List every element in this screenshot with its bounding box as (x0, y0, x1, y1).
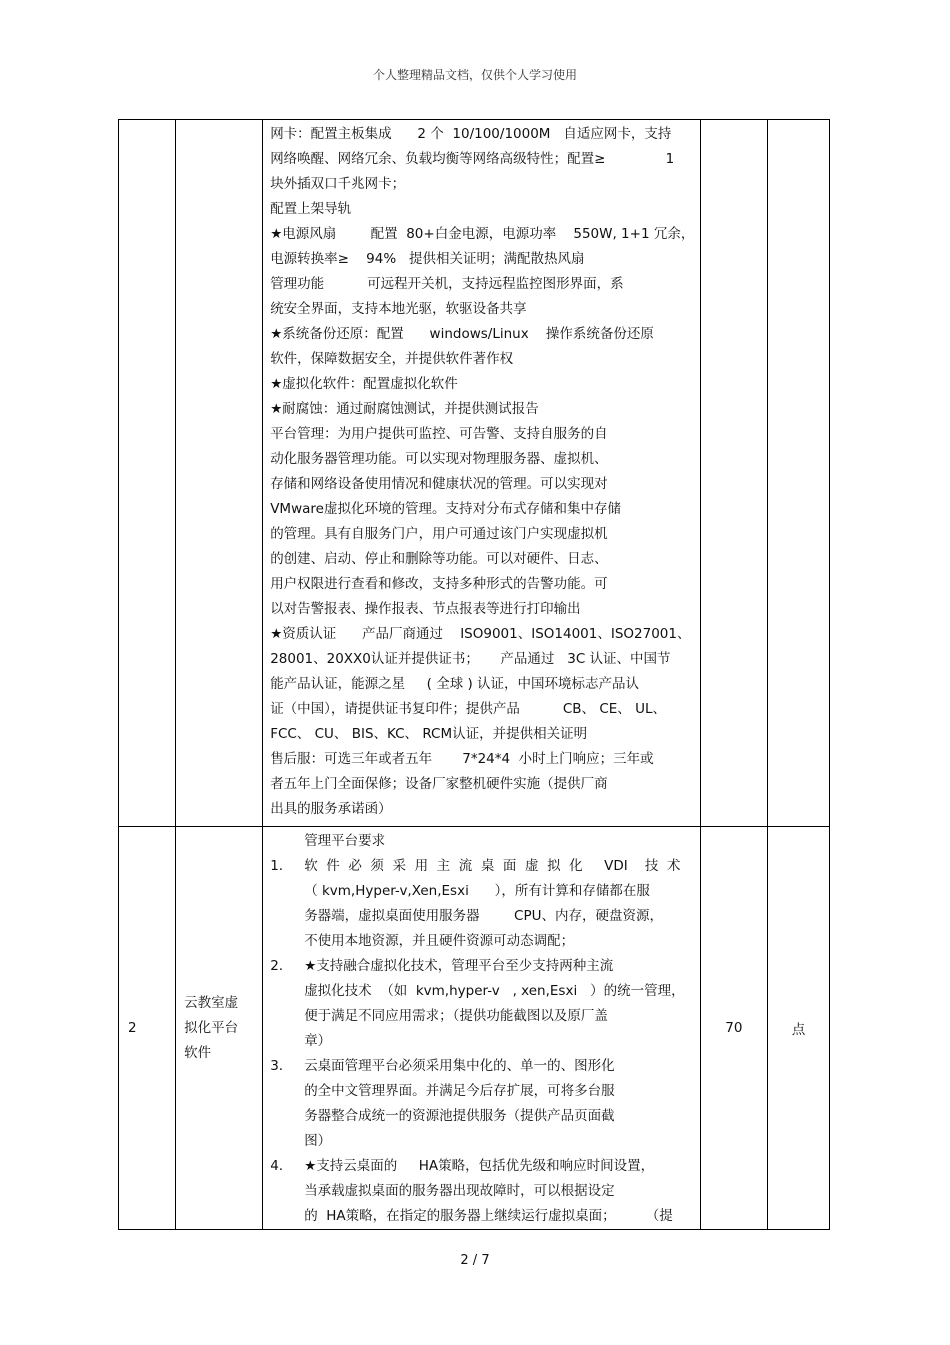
row1-spec-cell (263, 120, 701, 827)
spec-line: 以对告警报表、操作报表、节点报表等进行打印输出 (270, 601, 581, 617)
spec-line: 统安全界面，支持本地光驱，软驱设备共享 (270, 301, 527, 317)
row2-unit: 点 (767, 827, 829, 1230)
row1-name-cell (176, 120, 263, 827)
list-item-line: 虚拟化技术 （如 kvm,hyper-v , xen,Esxi ）的统一管理， (304, 983, 685, 999)
list-item-line: 章） (304, 1033, 332, 1049)
list-item-number: 2. (270, 958, 284, 974)
list-item-line: （ kvm,Hyper-v,Xen,Esxi ），所有计算和存储都在服 (304, 883, 650, 899)
row2-requirements-cell (263, 827, 701, 1230)
spec-line: 者五年上门全面保修；设备厂家整机硬件实施（提供厂商 (270, 776, 608, 792)
list-item (270, 854, 700, 954)
list-item-number: 4. (270, 1158, 284, 1174)
table-row (119, 120, 830, 827)
list-item-number: 3. (270, 1058, 284, 1074)
row2-product-name-text: 云教室虚拟化平台软件 (184, 994, 239, 1061)
spec-line: ★资质认证 产品厂商通过 ISO9001、ISO14001、ISO27001、 (270, 626, 691, 642)
spec-line: 存储和网络设备使用情况和健康状况的管理。可以实现对 (270, 476, 608, 492)
spec-line: 网络唤醒、网络冗余、负载均衡等网络高级特性；配置≥ 1 (270, 151, 675, 167)
requirements-list (270, 854, 700, 1229)
spec-table (118, 119, 830, 1230)
spec-line: 用户权限进行查看和修改，支持多种形式的告警功能。可 (270, 576, 608, 592)
list-item-line: 云桌面管理平台必须采用集中化的、单一的、图形化 (304, 1058, 615, 1074)
list-item-line: 图） (304, 1133, 332, 1149)
list-item-line: 不使用本地资源，并且硬件资源可动态调配； (304, 933, 575, 949)
spec-line: 的创建、启动、停止和删除等功能。可以对硬件、日志、 (270, 551, 608, 567)
spec-line: 能产品认证，能源之星 ( 全球 ) 认证，中国环境标志产品认 (270, 676, 640, 692)
spec-line: 出具的服务承诺函） (270, 801, 392, 817)
spec-line: 管理功能 可远程开关机，支持远程监控图形界面，系 (270, 276, 624, 292)
list-item-line: 务器整合成统一的资源池提供服务（提供产品页面截 (304, 1108, 615, 1124)
spec-line: VMware虚拟化环境的管理。支持对分布式存储和集中存储 (270, 501, 621, 517)
list-item-number: 1. (270, 858, 284, 874)
list-item-line: 的全中文管理界面。并满足今后存扩展，可将多台服 (304, 1083, 615, 1099)
requirements-title: 管理平台要求 (304, 833, 386, 849)
spec-line: FCC、 CU、 BIS、KC、 RCM认证，并提供相关证明 (270, 726, 588, 742)
list-item-line: 便于满足不同应用需求；（提供功能截图以及原厂盖 (304, 1008, 608, 1024)
spec-line: 28001、20XX0认证并提供证书； 产品通过 3C 认证、中国节 (270, 651, 671, 667)
list-item (270, 1054, 700, 1154)
row1-number-cell (119, 120, 176, 827)
row2-quantity: 70 (700, 827, 767, 1230)
page-header-note: 个人整理精品文档，仅供个人学习使用 (372, 68, 577, 82)
row1-unit-cell (767, 120, 829, 827)
list-item-line: ★支持云桌面的 HA策略，包括优先级和响应时间设置， (304, 1158, 655, 1174)
spec-line: 网卡：配置主板集成 2 个 10/100/1000M 自适应网卡，支持 (270, 126, 672, 142)
row2-number: 2 (119, 827, 176, 1230)
spec-line: 块外插双口千兆网卡； (270, 176, 406, 192)
spec-line: 平台管理：为用户提供可监控、可告警、支持自服务的自 (270, 426, 608, 442)
spec-line: 软件，保障数据安全，并提供软件著作权 (270, 351, 514, 367)
table-row (119, 827, 830, 1230)
list-item-line: 软 件 必 须 采 用 主 流 桌 面 虚 拟 化 VDI 技 术 (304, 858, 681, 874)
spec-line: ★耐腐蚀：通过耐腐蚀测试，并提供测试报告 (270, 401, 539, 417)
spec-line: 配置上架导轨 (270, 201, 352, 217)
spec-line: ★虚拟化软件：配置虚拟化软件 (270, 376, 458, 392)
spec-line: 售后服：可选三年或者五年 7*24*4 小时上门响应；三年或 (270, 751, 654, 767)
list-item-line: 务器端，虚拟桌面使用服务器 CPU、内存，硬盘资源， (304, 908, 663, 924)
row1-spec-text (263, 120, 700, 826)
row2-product-name (176, 827, 263, 1230)
page-number: 2 / 7 (460, 1253, 490, 1268)
spec-line: 电源转换率≥ 94% 提供相关证明；满配散热风扇 (270, 251, 585, 267)
list-item-line: 当承载虚拟桌面的服务器出现故障时，可以根据设定 (304, 1183, 615, 1199)
spec-line: 证（中国），请提供证书复印件；提供产品 CB、 CE、 UL、 (270, 701, 666, 717)
list-item-line: 的 HA策略，在指定的服务器上继续运行虚拟桌面； （提 (304, 1208, 673, 1224)
list-item-line: ★支持融合虚拟化技术，管理平台至少支持两种主流 (304, 958, 614, 974)
spec-line: 的管理。具有自服务门户，用户可通过该门户实现虚拟机 (270, 526, 608, 542)
spec-line: 动化服务器管理功能。可以实现对物理服务器、虚拟机、 (270, 451, 608, 467)
list-item (270, 954, 700, 1054)
spec-line: ★系统备份还原：配置 windows/Linux 操作系统备份还原 (270, 326, 654, 342)
spec-line: ★电源风扇 配置 80+白金电源，电源功率 550W, 1+1 冗余， (270, 226, 695, 242)
row1-quantity-cell (700, 120, 767, 827)
list-item (270, 1154, 700, 1229)
